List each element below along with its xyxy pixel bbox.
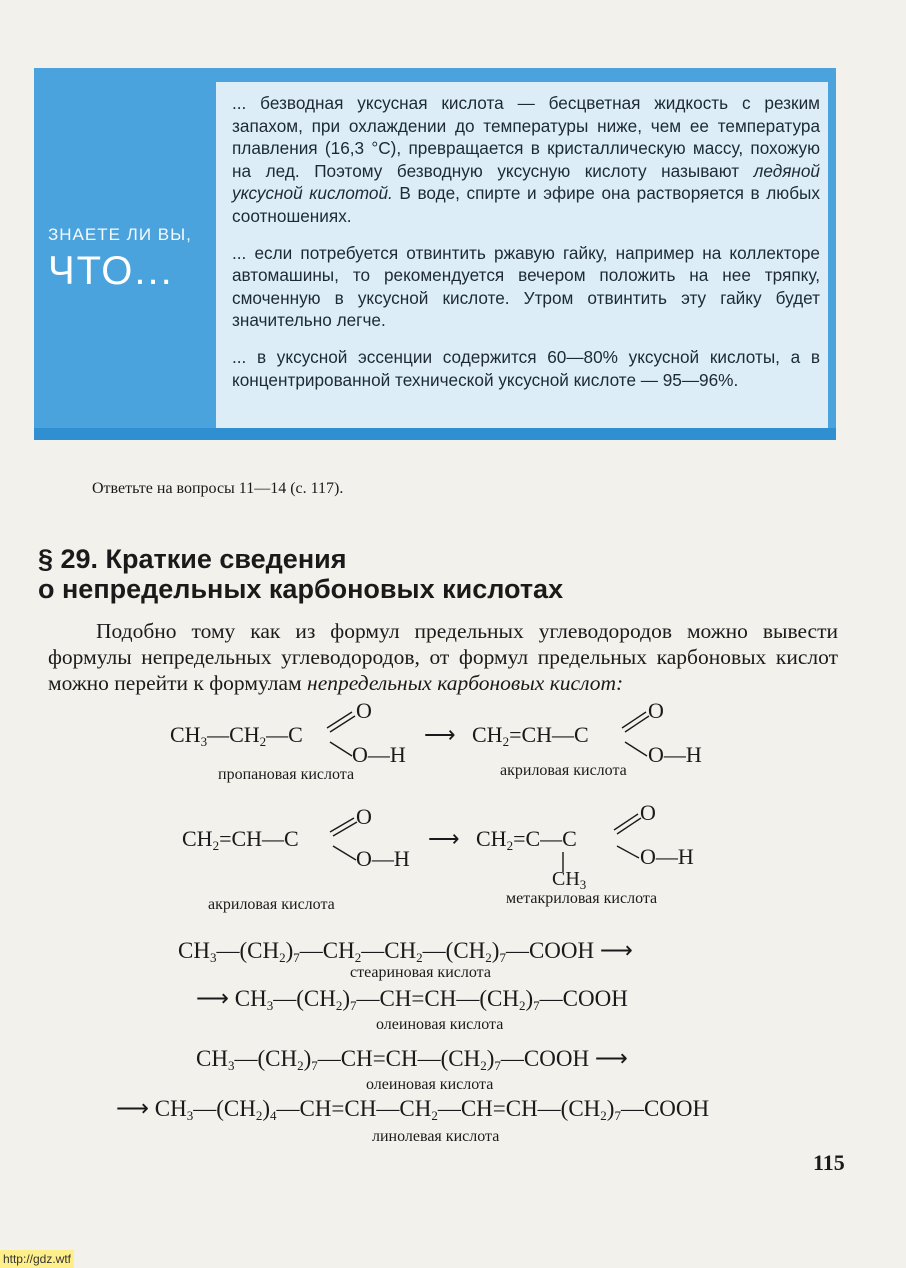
formula-oh: O—H <box>640 844 694 869</box>
info-p1-italic: ледяной уксусной кислотой. <box>232 160 820 204</box>
watermark: http://gdz.wtf <box>0 1250 74 1268</box>
info-paragraph-2: ... если потребуется отвинтить ржавую гайку, например на коллекторе автомашины, то рекомендуется вечером положить на нее тряпку, смоченную в уксусной кислоте. Утром отвинтить эту гайку будет значительно легче. <box>232 242 820 331</box>
formula-propanoic: $CH_3—CH_2—C$ <box>170 722 303 749</box>
compound-name: акриловая кислота <box>500 762 627 779</box>
formula-ch3: $CH_3$ <box>552 868 587 892</box>
page-number: 115 <box>813 1150 845 1175</box>
heading-line-1: § 29. Краткие сведения <box>38 544 347 574</box>
formula-oleic: $CH_3—(CH_2)_7—CH=CH—(CH_2)_7—COOH$ ⟶ <box>196 1046 628 1073</box>
compound-name: олеиновая кислота <box>366 1076 494 1093</box>
compound-name: стеариновая кислота <box>350 964 491 981</box>
info-label-big: ЧТО... <box>48 249 174 293</box>
formula-o: O <box>640 800 656 825</box>
formula-oh: O—H <box>352 742 406 767</box>
formula-acrylic: $CH_2=CH—C$ <box>182 826 299 853</box>
info-paragraph-3: ... в уксусной эссенции содержится 60—80% уксусной кислоты, а в концентрированной технической уксусной кислоте — 95—96%. <box>232 346 820 390</box>
heading-line-2: о непредельных карбоновых кислотах <box>38 574 564 604</box>
info-p1-text-end: В воде, спирте и эфире она растворяется в любых соотношениях. <box>232 183 820 226</box>
formula-o: O <box>356 804 372 829</box>
info-label-small: ЗНАЕТЕ ЛИ ВЫ, <box>48 225 192 244</box>
intro-italic: непредельных карбоновых кислот: <box>307 671 624 695</box>
formula-acrylic: $CH_2=CH—C$ <box>472 722 589 749</box>
formula-oleic: ⟶ $CH_3—(CH_2)_7—CH=CH—(CH_2)_7—COOH$ <box>196 986 628 1013</box>
info-p1-text: ... безводная уксусная кислота — бесцветная жидкость с резким запахом, при охлаждении до температуры ниже, чем ее температура плавления (16,3 °С), превращается в кристаллическую массу, похожую на лед. Поэтому безводную уксусную кислоту называют <box>232 93 820 181</box>
intro-text: Подобно тому как из формул предельных углеводородов можно вывести формулы непредельных углеводородов, от формул предельных карбоновых кислот можно перейти к формулам <box>48 619 838 695</box>
formula-o: O <box>356 698 372 723</box>
arrow: ⟶ <box>428 826 460 851</box>
formula-o: O <box>648 698 664 723</box>
formula-oh: O—H <box>648 742 702 767</box>
formula-oh: O—H <box>356 846 410 871</box>
compound-name: пропановая кислота <box>218 766 355 783</box>
arrow: ⟶ <box>424 722 456 747</box>
formula-linoleic: ⟶ $CH_3—(CH_2)_4—CH=CH—CH_2—CH=CH—(CH_2)_7—COOH$ <box>116 1096 710 1123</box>
questions-note: Ответьте на вопросы 11—14 (с. 117). <box>92 480 344 497</box>
formula-stearic: $CH_3—(CH_2)_7—CH_2—CH_2—(CH_2)_7—COOH$ ⟶ <box>178 938 633 965</box>
formula-methacrylic: $CH_2=C—C$ <box>476 826 577 853</box>
compound-name: олеиновая кислота <box>376 1016 504 1033</box>
compound-name: метакриловая кислота <box>506 890 658 907</box>
compound-name: акриловая кислота <box>208 896 335 913</box>
compound-name: линолевая кислота <box>372 1128 500 1145</box>
